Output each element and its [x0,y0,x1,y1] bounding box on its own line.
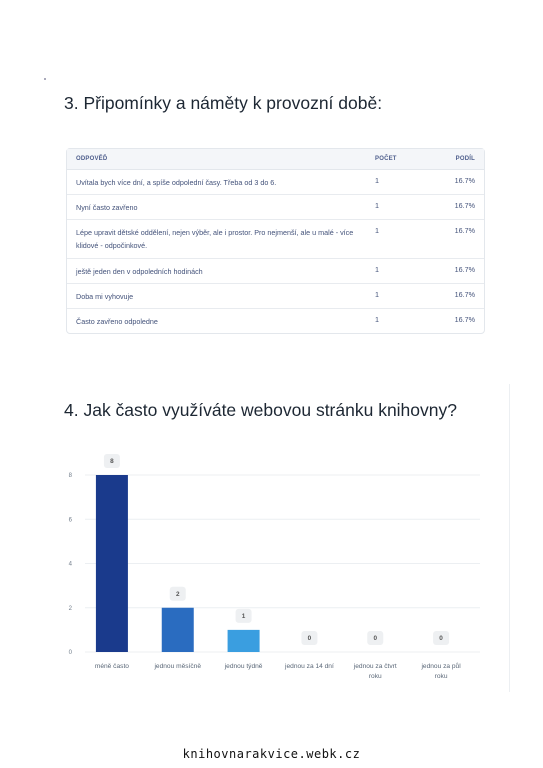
table-row [67,195,484,220]
bar [96,475,128,652]
table-row [67,220,484,259]
table-row [67,284,484,309]
row-answer: ještě jeden den v odpoledních hodinách [76,267,203,276]
row-share: 16.7% [454,290,475,299]
row-answer: Doba mi vyhovuje [76,292,134,301]
row-answer: Uvítala bych více dní, a spíše odpolední časy. Třeba od 3 do 6. [76,178,277,187]
data-label: 1 [241,612,246,620]
data-label: 0 [439,635,443,642]
answers-table [66,148,485,334]
y-tick-label: 6 [68,517,72,524]
header-answer: ODPOVĚĎ [76,156,108,162]
footer-url: knihovnarakvice.webk.cz [182,747,361,761]
x-tick-label: jednou týdně [224,663,263,670]
table-row [67,259,484,284]
x-tick-label: roku [434,673,448,680]
bar [162,608,194,652]
row-count: 1 [375,315,379,324]
data-label: 8 [110,458,114,465]
y-tick-label: 4 [68,561,72,568]
page-marker-dot [44,78,46,80]
question-4-title: 4. Jak často využíváte webovou stránku knihovny? [64,400,457,420]
row-answer: Lépe upravit dětské oddělení, nejen výběr, ale i prostor. Pro nejmenší, ale u malé - více klidové - odpočinkové. [76,228,354,250]
table-row [67,309,484,333]
data-label: 0 [373,635,378,642]
header-share: PODÍL [455,156,475,162]
x-tick-label: jednou za 14 dní [285,663,334,670]
row-count: 1 [375,201,379,210]
y-tick-label: 8 [68,473,72,479]
row-count: 1 [375,226,379,235]
row-share: 16.7% [454,201,475,210]
row-count: 1 [375,290,379,299]
question-3-title: 3. Připomínky a náměty k provozní době: [64,93,383,113]
x-tick-label: méně často [94,663,129,670]
row-share: 16.7% [454,315,475,324]
x-tick-label: roku [368,673,382,680]
row-share: 16.7% [454,176,475,185]
bar [228,630,260,652]
row-answer: Nyní často zavřeno [76,203,138,212]
data-label: 2 [175,590,180,598]
row-count: 1 [375,265,379,274]
y-tick-label: 2 [68,605,72,612]
row-answer: Často zavřeno odpoledne [76,317,158,326]
table-header [67,149,484,170]
header-count: POČET [375,156,397,162]
x-tick-label: jednou za půl [421,663,461,670]
data-label: 0 [307,635,312,642]
usage-frequency-chart [60,445,485,690]
row-share: 16.7% [454,265,475,274]
x-tick-label: jednou měsíčně [154,663,202,670]
y-tick-label: 0 [68,650,72,656]
section-divider [509,384,510,692]
table-row [67,170,484,195]
row-count: 1 [375,176,379,185]
row-share: 16.7% [454,226,475,235]
x-tick-label: jednou za čtvrt [353,663,397,670]
